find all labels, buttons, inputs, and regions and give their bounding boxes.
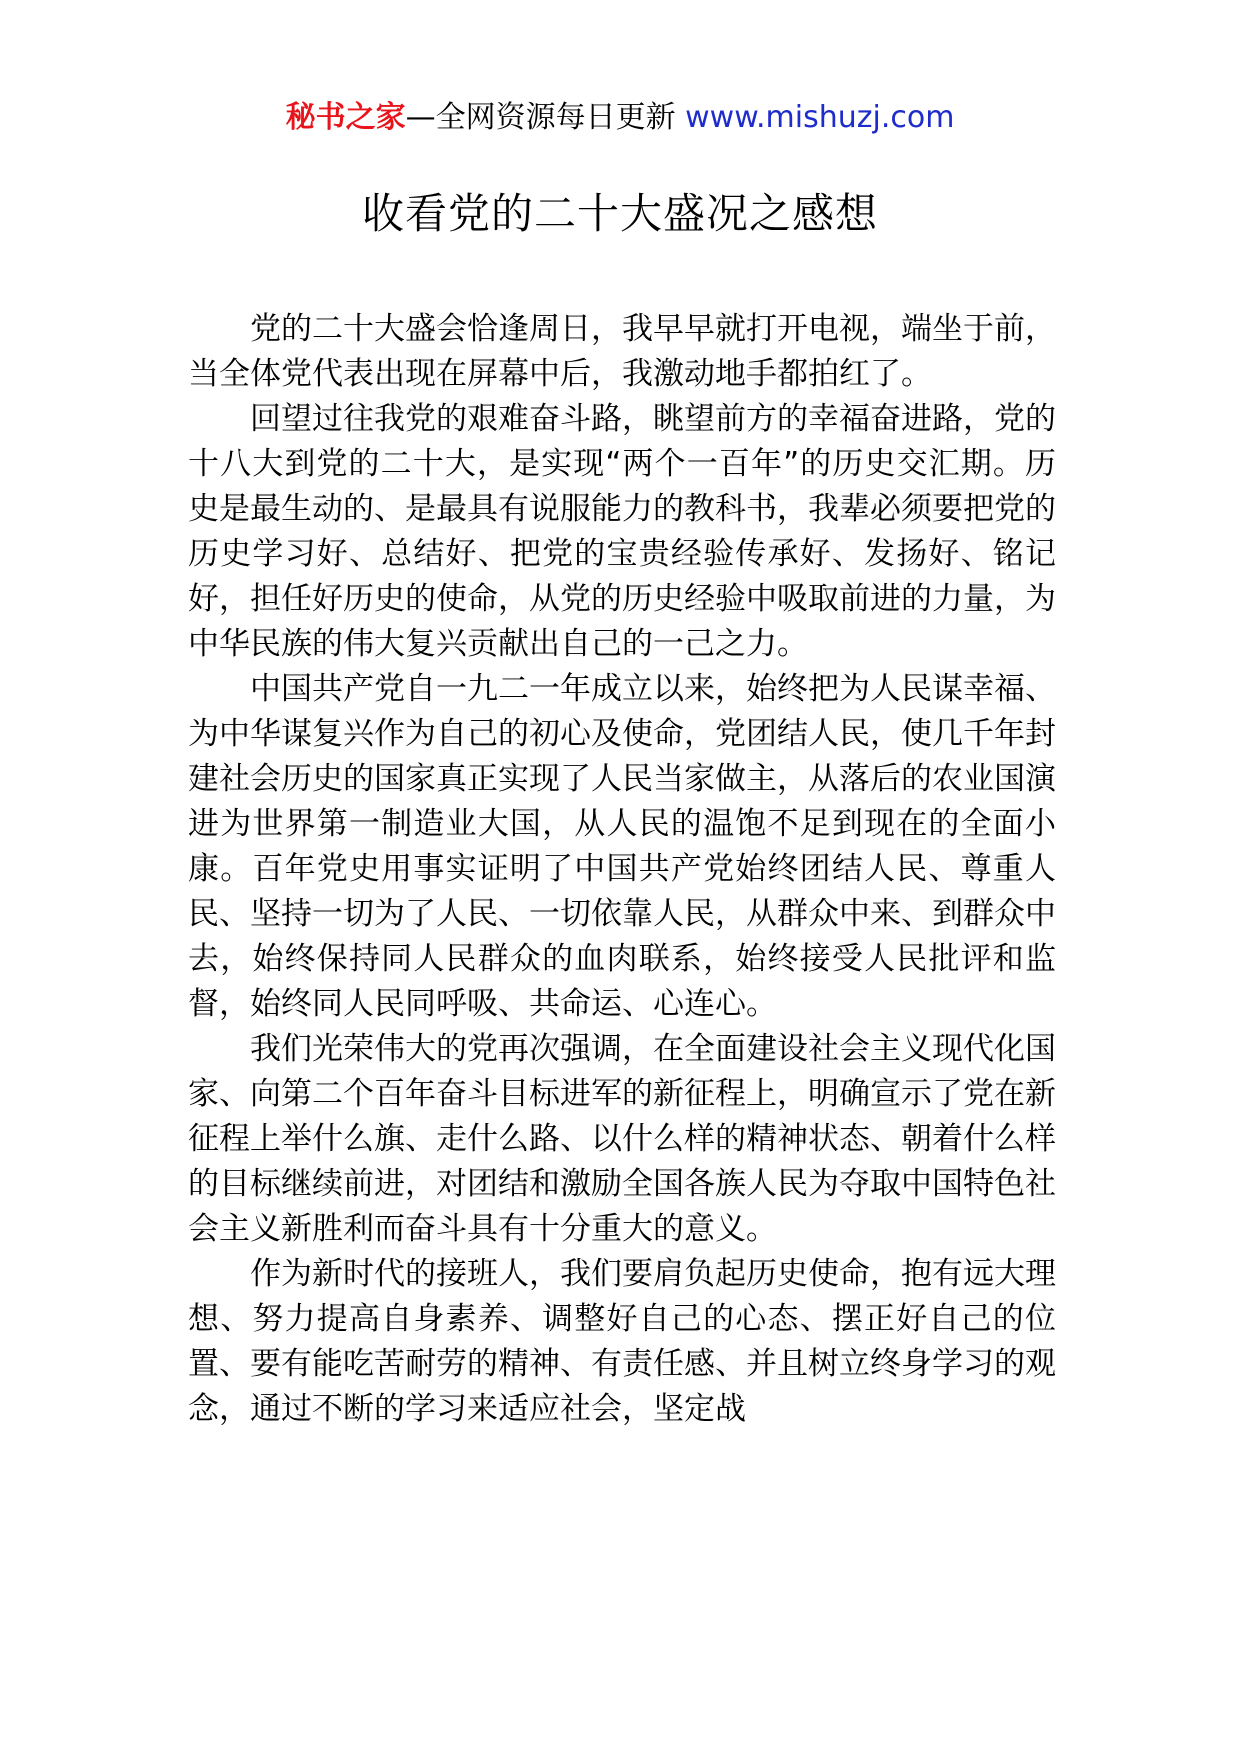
document-body [188,307,1056,1432]
site-slogan: —全网资源每日更新 [405,100,686,135]
paragraph: 党的二十大盛会恰逢周日，我早早就打开电视，端坐于前，当全体党代表出现在屏幕中后，我激动地手都拍红了。 [188,311,1056,392]
paragraph: 作为新时代的接班人，我们要肩负起历史使命，抱有远大理想、努力提高自身素养、调整好自己的心态、摆正好自己的位置、要有能吃苦耐劳的精神、有责任感、并且树立终身学习的观念，通过不断的学习来适应社会，坚定战 [188,1256,1056,1427]
document-title: 收看党的二十大盛况之感想 [361,189,878,238]
site-header [0,98,1240,138]
site-url-link[interactable]: www.mishuzj.com [685,100,955,135]
paragraph: 中国共产党自一九二一年成立以来，始终把为人民谋幸福、为中华谋复兴作为自己的初心及使命，党团结人民，使几千年封建社会历史的国家真正实现了人民当家做主，从落后的农业国演进为世界第一制造业大国，从人民的温饱不足到现在的全面小康。百年党史用事实证明了中国共产党始终团结人民、尊重人民、坚持一切为了人民、一切依靠人民，从群众中来、到群众中去，始终保持同人民群众的血肉联系，始终接受人民批评和监督，始终同人民同呼吸、共命运、心连心。 [188,671,1056,1022]
site-brand: 秘书之家 [285,100,406,135]
paragraph: 回望过往我党的艰难奋斗路，眺望前方的幸福奋进路，党的十八大到党的二十大，是实现“两个一百年”的历史交汇期。历史是最生动的、是最具有说服能力的教科书，我辈必须要把党的历史学习好、总结好、把党的宝贵经验传承好、发扬好、铭记好，担任好历史的使命，从党的历史经验中吸取前进的力量，为中华民族的伟大复兴贡献出自己的一己之力。 [188,401,1056,662]
paragraph: 我们光荣伟大的党再次强调，在全面建设社会主义现代化国家、向第二个百年奋斗目标进军的新征程上，明确宣示了党在新征程上举什么旗、走什么路、以什么样的精神状态、朝着什么样的目标继续前进，对团结和激励全国各族人民为夺取中国特色社会主义新胜利而奋斗具有十分重大的意义。 [188,1031,1056,1247]
